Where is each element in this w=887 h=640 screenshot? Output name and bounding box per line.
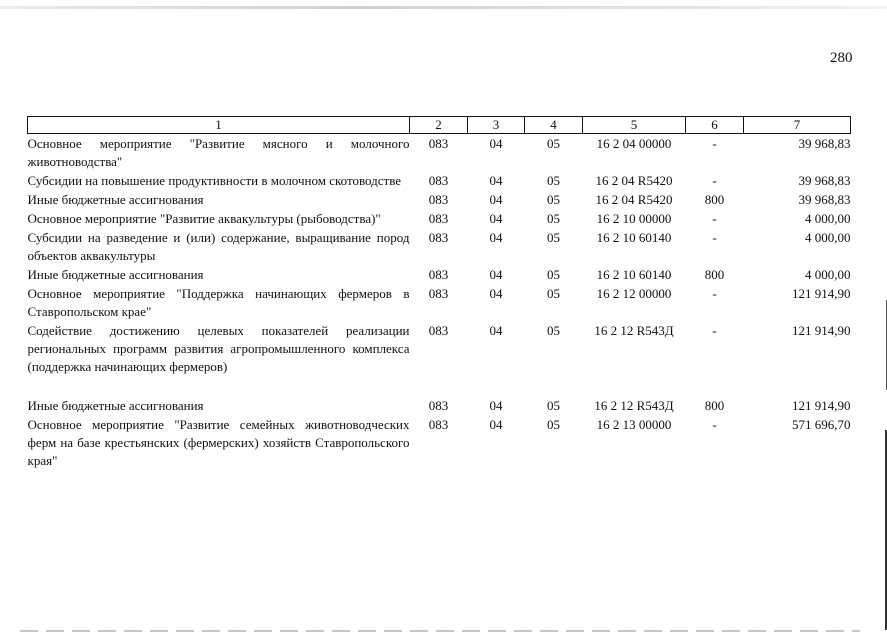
row-amount: 121 914,90 xyxy=(792,323,851,338)
row-code-4: 05 xyxy=(547,323,560,338)
row-code-3: 04 xyxy=(489,136,503,151)
column-header: 6 xyxy=(686,117,744,134)
table-row xyxy=(28,265,851,284)
row-code-5: 16 2 12 00000 xyxy=(596,286,672,301)
row-name: Иные бюджетные ассигнования xyxy=(27,398,204,413)
row-code-2: 083 xyxy=(428,323,449,338)
row-code-2: 083 xyxy=(428,398,449,413)
row-code-2: 083 xyxy=(428,173,449,188)
row-code-6: - xyxy=(712,230,717,245)
row-code-6: - xyxy=(712,323,717,338)
row-code-2: 083 xyxy=(428,230,449,245)
row-code-4: 05 xyxy=(547,398,560,413)
page-number: 280 xyxy=(830,50,853,66)
row-code-6: - xyxy=(712,173,717,188)
column-header: 5 xyxy=(583,117,686,134)
row-code-5: 16 2 10 60140 xyxy=(596,267,672,282)
row-code-3: 04 xyxy=(489,267,503,282)
row-code-2: 083 xyxy=(428,136,449,151)
row-amount: 121 914,90 xyxy=(792,398,851,413)
column-header: 7 xyxy=(744,117,851,134)
row-amount: 4 000,00 xyxy=(805,267,851,282)
row-name: Субсидии на разведение и (или) содержание, выращивание пород объектов аквакультуры xyxy=(27,230,410,263)
row-code-3: 04 xyxy=(489,417,503,432)
row-code-5: 16 2 13 00000 xyxy=(596,417,672,432)
row-code-4: 05 xyxy=(547,230,560,245)
row-code-6: 800 xyxy=(704,267,725,282)
row-name: Основное мероприятие "Развитие мясного и молочного животноводства" xyxy=(27,136,410,169)
row-amount: 121 914,90 xyxy=(792,286,851,301)
scan-edge-bottom xyxy=(20,630,860,632)
row-code-3: 04 xyxy=(489,192,503,207)
budget-table xyxy=(27,116,851,470)
row-code-5: 16 2 04 R5420 xyxy=(595,173,673,188)
row-code-4: 05 xyxy=(547,267,560,282)
row-name: Основное мероприятие "Развитие аквакультуры (рыбоводства)" xyxy=(27,211,381,226)
row-code-6: - xyxy=(712,286,717,301)
row-code-2: 083 xyxy=(428,192,449,207)
row-code-3: 04 xyxy=(489,230,503,245)
column-header: 3 xyxy=(468,117,525,134)
table-row xyxy=(28,134,851,172)
row-amount: 39 968,83 xyxy=(798,173,851,188)
table-row xyxy=(28,190,851,209)
row-code-6: - xyxy=(712,136,717,151)
table-row xyxy=(28,321,851,376)
row-name: Основное мероприятие "Развитие семейных животноводческих ферм на базе крестьянских (фермерских) хозяйств Ставропольского края" xyxy=(27,417,410,468)
row-code-3: 04 xyxy=(489,398,503,413)
row-code-4: 05 xyxy=(547,173,560,188)
row-name: Содействие достижению целевых показателей реализации региональных программ развития агропромышленного комплекса (поддержка начинающих фермеров) xyxy=(27,323,410,374)
column-header: 2 xyxy=(410,117,468,134)
row-code-6: 800 xyxy=(704,192,725,207)
table-row xyxy=(28,396,851,415)
row-code-4: 05 xyxy=(547,136,560,151)
row-name: Основное мероприятие "Поддержка начинающих фермеров в Ставропольском крае" xyxy=(27,286,410,319)
table-spacer-row xyxy=(28,376,851,396)
table-row xyxy=(28,228,851,265)
row-code-4: 05 xyxy=(547,192,560,207)
row-code-3: 04 xyxy=(489,286,503,301)
row-code-3: 04 xyxy=(489,211,503,226)
row-amount: 39 968,83 xyxy=(798,136,851,151)
row-code-5: 16 2 04 R5420 xyxy=(595,192,673,207)
row-code-6: 800 xyxy=(704,398,725,413)
column-header: 4 xyxy=(525,117,583,134)
table-row xyxy=(28,415,851,470)
row-code-5: 16 2 12 R543Д xyxy=(594,323,674,338)
row-name: Иные бюджетные ассигнования xyxy=(27,192,204,207)
row-code-4: 05 xyxy=(547,286,560,301)
row-code-2: 083 xyxy=(428,286,449,301)
row-amount: 4 000,00 xyxy=(805,230,851,245)
row-code-5: 16 2 10 60140 xyxy=(596,230,672,245)
row-code-4: 05 xyxy=(547,211,560,226)
row-name: Субсидии на повышение продуктивности в молочном скотоводстве xyxy=(27,173,402,188)
row-code-2: 083 xyxy=(428,417,449,432)
table-row xyxy=(28,171,851,190)
column-header: 1 xyxy=(28,117,410,134)
row-code-6: - xyxy=(712,211,717,226)
row-code-2: 083 xyxy=(428,267,449,282)
scan-edge-top xyxy=(0,6,887,9)
row-code-5: 16 2 04 00000 xyxy=(596,136,672,151)
row-amount: 39 968,83 xyxy=(798,192,851,207)
table-row xyxy=(28,284,851,321)
table-row xyxy=(28,209,851,228)
row-code-2: 083 xyxy=(428,211,449,226)
row-code-3: 04 xyxy=(489,173,503,188)
row-name: Иные бюджетные ассигнования xyxy=(27,267,204,282)
row-code-5: 16 2 12 R543Д xyxy=(594,398,674,413)
row-code-5: 16 2 10 00000 xyxy=(596,211,672,226)
table-header-row xyxy=(28,117,851,134)
row-amount: 4 000,00 xyxy=(805,211,851,226)
row-code-4: 05 xyxy=(547,417,560,432)
row-amount: 571 696,70 xyxy=(792,417,851,432)
row-code-6: - xyxy=(712,417,717,432)
row-code-3: 04 xyxy=(489,323,503,338)
